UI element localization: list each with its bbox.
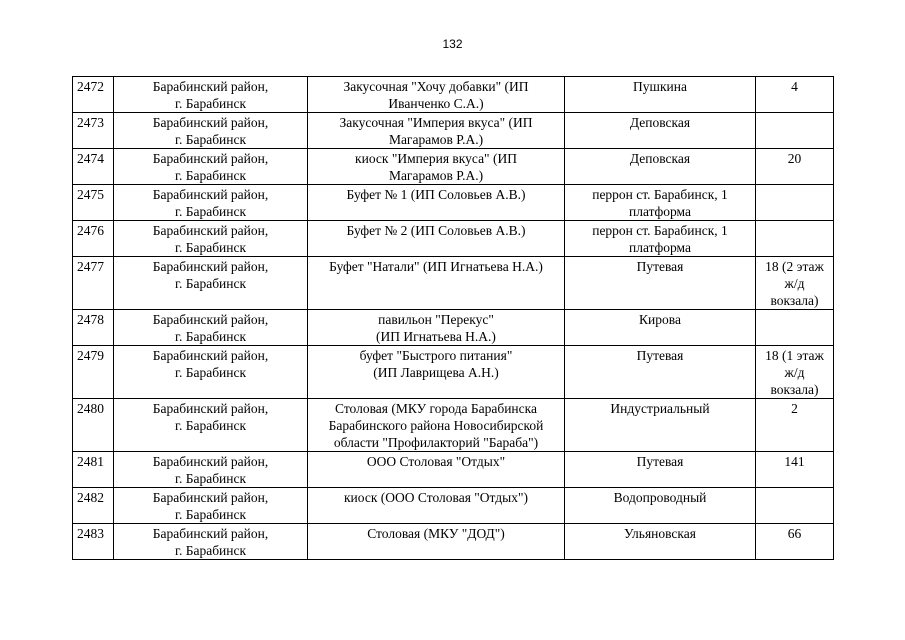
- row-number-cell: 2472: [73, 77, 114, 113]
- street-cell: Кирова: [565, 310, 756, 346]
- district-cell: Барабинский район, г. Барабинск: [114, 310, 308, 346]
- table-row: [73, 149, 834, 185]
- district-cell: Барабинский район, г. Барабинск: [114, 452, 308, 488]
- street-cell: Индустриальный: [565, 399, 756, 452]
- house-number-cell: 18 (1 этаж ж/д вокзала): [756, 346, 834, 399]
- table-row: [73, 452, 834, 488]
- row-number-cell: 2478: [73, 310, 114, 346]
- house-number-cell: 66: [756, 524, 834, 560]
- street-cell: перрон ст. Барабинск, 1 платформа: [565, 185, 756, 221]
- table-row: [73, 221, 834, 257]
- row-number-cell: 2483: [73, 524, 114, 560]
- row-number-cell: 2481: [73, 452, 114, 488]
- table-row: [73, 77, 834, 113]
- row-number-cell: 2474: [73, 149, 114, 185]
- district-cell: Барабинский район, г. Барабинск: [114, 221, 308, 257]
- district-cell: Барабинский район, г. Барабинск: [114, 399, 308, 452]
- table-row: [73, 185, 834, 221]
- establishment-name-cell: Закусочная "Империя вкуса" (ИП Магарамов Р.А.): [308, 113, 565, 149]
- row-number-cell: 2475: [73, 185, 114, 221]
- street-cell: Пушкина: [565, 77, 756, 113]
- registry-table: [72, 76, 834, 560]
- house-number-cell: [756, 221, 834, 257]
- table-row: [73, 524, 834, 560]
- house-number-cell: 2: [756, 399, 834, 452]
- district-cell: Барабинский район, г. Барабинск: [114, 346, 308, 399]
- district-cell: Барабинский район, г. Барабинск: [114, 149, 308, 185]
- establishment-name-cell: киоск "Империя вкуса" (ИП Магарамов Р.А.): [308, 149, 565, 185]
- house-number-cell: [756, 310, 834, 346]
- street-cell: Ульяновская: [565, 524, 756, 560]
- establishment-name-cell: павильон "Перекус" (ИП Игнатьева Н.А.): [308, 310, 565, 346]
- street-cell: Путевая: [565, 257, 756, 310]
- house-number-cell: [756, 113, 834, 149]
- row-number-cell: 2473: [73, 113, 114, 149]
- establishment-name-cell: ООО Столовая "Отдых": [308, 452, 565, 488]
- house-number-cell: 20: [756, 149, 834, 185]
- district-cell: Барабинский район, г. Барабинск: [114, 77, 308, 113]
- establishment-name-cell: Столовая (МКУ города Барабинска Барабинского района Новосибирской области "Профилакторий "Бараба"): [308, 399, 565, 452]
- street-cell: Путевая: [565, 346, 756, 399]
- row-number-cell: 2476: [73, 221, 114, 257]
- district-cell: Барабинский район, г. Барабинск: [114, 185, 308, 221]
- page-number: 132: [442, 37, 463, 51]
- establishment-name-cell: буфет "Быстрого питания" (ИП Лаврищева А.Н.): [308, 346, 565, 399]
- street-cell: Деповская: [565, 113, 756, 149]
- district-cell: Барабинский район, г. Барабинск: [114, 113, 308, 149]
- table-row: [73, 399, 834, 452]
- house-number-cell: [756, 488, 834, 524]
- district-cell: Барабинский район, г. Барабинск: [114, 257, 308, 310]
- row-number-cell: 2479: [73, 346, 114, 399]
- table-row: [73, 346, 834, 399]
- row-number-cell: 2482: [73, 488, 114, 524]
- establishment-name-cell: Закусочная "Хочу добавки" (ИП Иванченко С.А.): [308, 77, 565, 113]
- house-number-cell: 4: [756, 77, 834, 113]
- house-number-cell: 141: [756, 452, 834, 488]
- street-cell: перрон ст. Барабинск, 1 платформа: [565, 221, 756, 257]
- establishment-name-cell: Столовая (МКУ "ДОД"): [308, 524, 565, 560]
- district-cell: Барабинский район, г. Барабинск: [114, 488, 308, 524]
- house-number-cell: 18 (2 этаж ж/д вокзала): [756, 257, 834, 310]
- street-cell: Путевая: [565, 452, 756, 488]
- row-number-cell: 2480: [73, 399, 114, 452]
- establishment-name-cell: Буфет № 2 (ИП Соловьев А.В.): [308, 221, 565, 257]
- house-number-cell: [756, 185, 834, 221]
- table-row: [73, 310, 834, 346]
- street-cell: Водопроводный: [565, 488, 756, 524]
- establishment-name-cell: киоск (ООО Столовая "Отдых"): [308, 488, 565, 524]
- district-cell: Барабинский район, г. Барабинск: [114, 524, 308, 560]
- table-row: [73, 488, 834, 524]
- table-row: [73, 113, 834, 149]
- establishment-name-cell: Буфет № 1 (ИП Соловьев А.В.): [308, 185, 565, 221]
- establishment-name-cell: Буфет "Натали" (ИП Игнатьева Н.А.): [308, 257, 565, 310]
- street-cell: Деповская: [565, 149, 756, 185]
- row-number-cell: 2477: [73, 257, 114, 310]
- table-row: [73, 257, 834, 310]
